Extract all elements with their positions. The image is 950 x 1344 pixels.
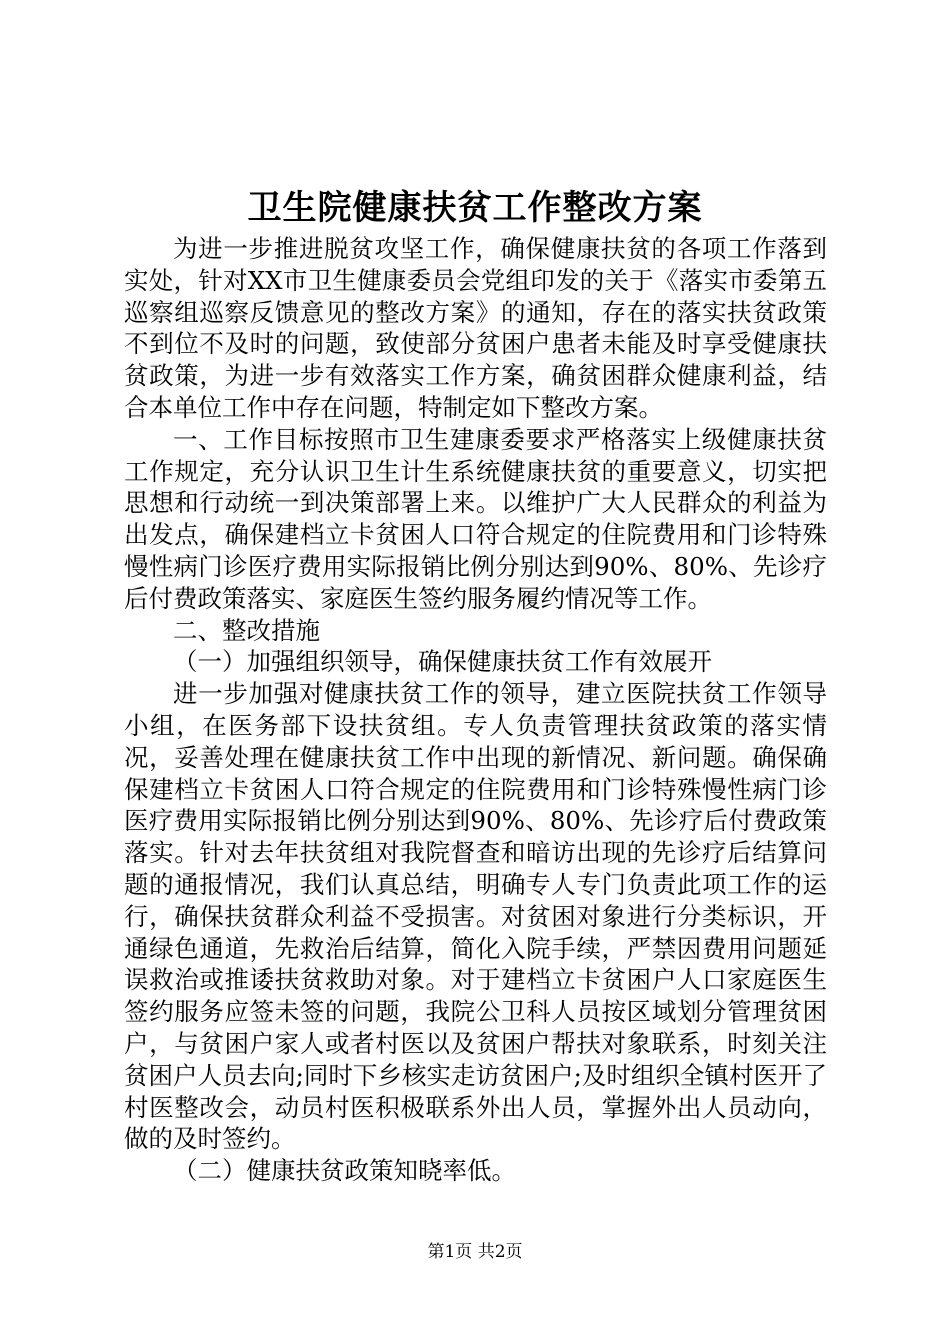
paragraph-goal: 一、工作目标按照市卫生建康委要求严格落实上级健康扶贫工作规定，充分认识卫生计生系统健康扶贫的重要意义，切实把思想和行动统一到决策部署上来。以维护广大人民群众的利益为出发点，确保建档立卡贫困人口符合规定的住院费用和门诊特殊慢性病门诊医疗费用实际报销比例分别达到90%、80%、先诊疗后付费政策落实、家庭医生签约服务履约情况等工作。 xyxy=(124,424,827,613)
subsection-heading-1: （一）加强组织领导，确保健康扶贫工作有效展开 xyxy=(173,647,712,677)
subsection-heading-2: （二）健康扶贫政策知晓率低。 xyxy=(173,1156,516,1186)
page-indicator: 第1页 共2页 xyxy=(427,1242,523,1262)
paragraph-measures-detail: 进一步加强对健康扶贫工作的领导，建立医院扶贫工作领导小组，在医务部下设扶贫组。专人负责管理扶贫政策的落实情况，妥善处理在健康扶贫工作中出现的新情况、新问题。确保确保建档立卡贫困人口符合规定的住院费用和门诊特殊慢性病门诊医疗费用实际报销比例分别达到90%、80%、先诊疗后付费政策落实。针对去年扶贫组对我院督查和暗访出现的先诊疗后结算问题的通报情况，我们认真总结，明确专人专门负责此项工作的运行，确保扶贫群众利益不受损害。对贫困对象进行分类标识，开通绿色通道，先救治后结算，简化入院手续，严禁因费用问题延误救治或推诿扶贫救助对象。对于建档立卡贫困户人口家庭医生签约服务应签未签的问题，我院公卫科人员按区域划分管理贫困户，与贫困户家人或者村医以及贫困户帮扶对象联系，时刻关注贫困户人员去向;同时下乡核实走访贫困户;及时组织全镇村医开了村医整改会，动员村医积极联系外出人员，掌握外出人员动向，做的及时签约。 xyxy=(124,679,827,1154)
document-title: 卫生院健康扶贫工作整改方案 xyxy=(247,188,703,228)
document-body xyxy=(124,233,827,1187)
paragraph-intro: 为进一步推进脱贫攻坚工作，确保健康扶贫的各项工作落到实处，针对XX市卫生健康委员会党组印发的关于《落实市委第五巡察组巡察反馈意见的整改方案》的通知，存在的落实扶贫政策不到位不及时的问题，致使部分贫困户患者未能及时享受健康扶贫政策，为进一步有效落实工作方案，确贫困群众健康利益，结合本单位工作中存在问题，特制定如下整改方案。 xyxy=(124,234,827,422)
section-heading-measures: 二、整改措施 xyxy=(173,615,320,645)
